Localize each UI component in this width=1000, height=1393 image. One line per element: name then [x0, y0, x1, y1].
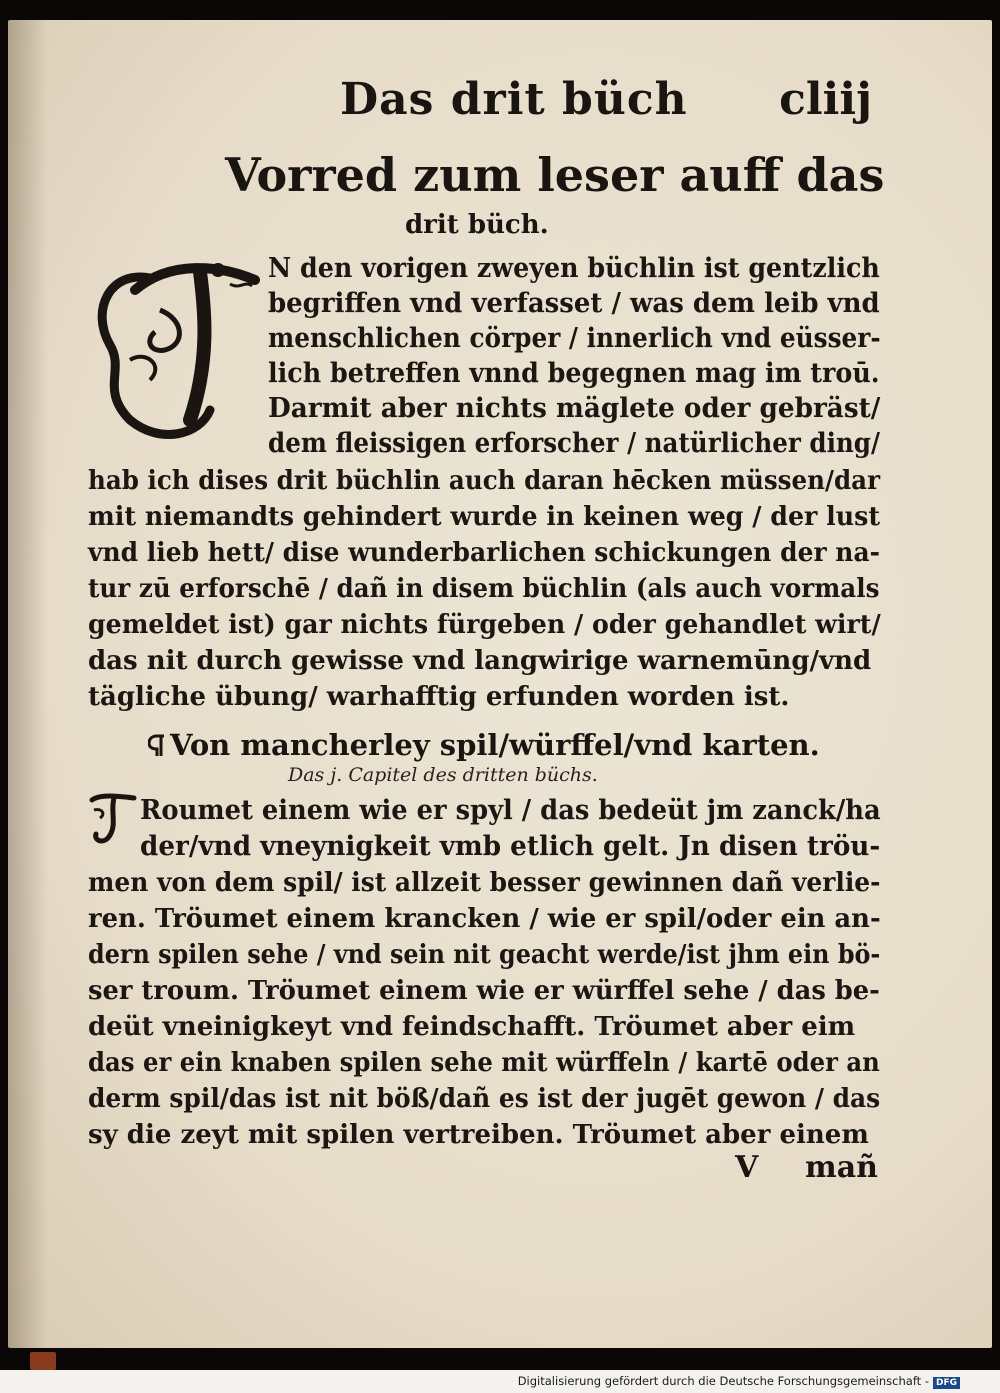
- chapter-line: das er ein knaben spilen sehe mit würffeln / kartē oder an: [88, 1048, 880, 1078]
- digitization-credit: [518, 1374, 960, 1389]
- chapter-title: [148, 728, 820, 762]
- decorated-initial-I: [90, 250, 265, 445]
- decorated-initial-T: [88, 790, 138, 846]
- chapter-line: Roumet einem wie er spyl / das bedeüt jm zanck/ha: [140, 795, 881, 826]
- folio-number: cliij: [779, 74, 872, 125]
- digitization-credit-text: Digitalisierung gefördert durch die Deutsche Forschungsgemeinschaft -: [517, 1374, 929, 1388]
- preface-line: N den vorigen zweyen büchlin ist gentzlich: [268, 253, 880, 284]
- preface-heading: Vorred zum leser auff das: [225, 148, 885, 202]
- chapter-line: sy die zeyt mit spilen vertreiben. Tröumet aber einem: [88, 1120, 869, 1150]
- preface-line: begriffen vnd verfasset / was dem leib vnd: [268, 288, 880, 319]
- preface-line: menschlichen cörper / innerlich vnd eüsser-: [268, 323, 881, 354]
- pilcrow-icon: [148, 734, 166, 758]
- chapter-line: derm spil/das ist nit böß/dañ es ist der jugēt gewon / das: [88, 1084, 881, 1114]
- chapter-line: der/vnd vneynigkeit vmb etlich gelt. Jn disen tröu-: [140, 831, 881, 862]
- preface-heading-continued: drit büch.: [405, 210, 549, 240]
- page-edge-mark: [30, 1352, 56, 1370]
- catchword: mañ: [805, 1150, 878, 1185]
- preface-line: vnd lieb hett/ dise wunderbarlichen schickungen der na-: [88, 538, 880, 568]
- chapter-subtitle: Das j. Capitel des dritten büchs.: [288, 764, 598, 786]
- chapter-line: dern spilen sehe / vnd sein nit geacht werde/ist jhm ein bö-: [88, 940, 881, 970]
- preface-line: lich betreffen vnnd begegnen mag im troū.: [268, 358, 880, 389]
- preface-line: tur zū erforschē / dañ in disem büchlin (als auch vormals: [88, 574, 880, 604]
- preface-line: dem fleissigen erforscher / natürlicher ding/: [268, 428, 880, 459]
- preface-line: Darmit aber nichts mäglete oder gebräst/: [268, 393, 881, 424]
- preface-line: gemeldet ist) gar nichts fürgeben / oder gehandlet wirt/: [88, 610, 881, 640]
- chapter-line: deüt vneinigkeyt vnd feindschafft. Tröumet aber eim: [88, 1012, 856, 1042]
- preface-line: tägliche übung/ warhafftig erfunden worden ist.: [88, 682, 790, 712]
- preface-line: das nit durch gewisse vnd langwirige warnemūng/vnd: [88, 646, 872, 676]
- chapter-line: men von dem spil/ ist allzeit besser gewinnen dañ verlie-: [88, 868, 881, 898]
- preface-line: mit niemandts gehindert wurde in keinen weg / der lust: [88, 502, 881, 532]
- preface-line: hab ich dises drit büchlin auch daran hēcken müssen/dar: [88, 466, 881, 496]
- chapter-title-text: Von mancherley spil/würffel/vnd karten.: [170, 728, 820, 762]
- running-head: Das drit büch: [340, 74, 688, 125]
- gutter-shadow: [8, 20, 48, 1348]
- signature-mark: V: [735, 1150, 759, 1185]
- chapter-line: ser troum. Tröumet einem wie er würffel sehe / das be-: [88, 976, 880, 1006]
- chapter-line: ren. Tröumet einem krancken / wie er spil/oder ein an-: [88, 904, 881, 934]
- dfg-logo: DFG: [933, 1377, 960, 1389]
